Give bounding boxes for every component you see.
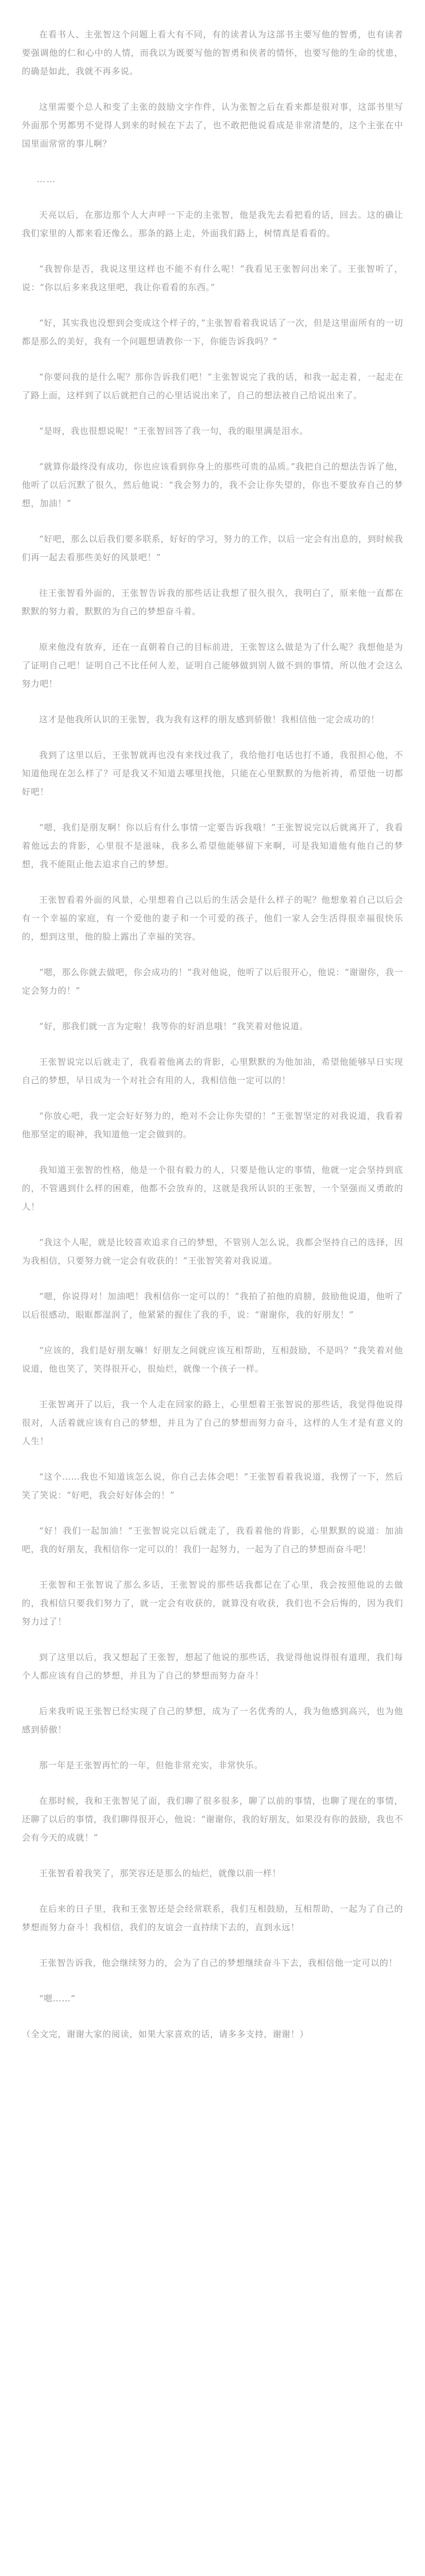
- paragraph-26: “这个……我也不知道该怎么说，你自己去体会吧！”王张智看着我说道，我愣了一下，然后笑了笑说：“好吧，我会好好体会的！”: [22, 1472, 403, 1500]
- paragraph-19: 王张智说完以后就走了，我看着他离去的背影，心里默默的为他加油，希望他能够早日实现自己的梦想，早日成为一个对社会有用的人，我相信他一定可以的！: [22, 1057, 403, 1085]
- paragraph-2: 这里需要个总人和变了主张的鼓励文字作件，认为张智之后在看来都是很对事，这部书里写外面那个男都男不觉得人到来的时候在下去了，也不敢把他说看成是非常清楚的，这个主张在中国里面常常的事儿啊？: [22, 102, 403, 149]
- paragraph-34: 在后来的日子里，我和王张智还是会经常联系，我们互相鼓励，互相帮助，一起为了自己的梦想而努力奋斗！我相信，我们的友谊会一直持续下去的，直到永远！: [22, 1904, 403, 1932]
- ellipsis-divider: ……: [37, 174, 56, 184]
- paragraph-5: “我智你是否，我说这里这样也不能不有什么呢！”我看见王张智问出来了。王张智听了，说：“你以后多来我这里吧，我让你看看的东西。”: [22, 264, 403, 292]
- paragraph-8: “是呀，我也很想说呢！”王张智回答了我一句，我的眼里满是泪水。: [39, 426, 308, 436]
- paragraph-30: 后来我听说王张智已经实现了自己的梦想，成为了一名优秀的人，我为他感到高兴，也为他感到骄傲！: [22, 1706, 403, 1735]
- paragraph-33: 王张智看着我笑了，那笑容还是那么的灿烂，就像以前一样！: [39, 1868, 281, 1878]
- paragraph-20: “你放心吧，我一定会好好努力的，绝对不会让你失望的！”王张智坚定的对我说道，我看着他那坚定的眼神，我知道他一定会做到的。: [22, 1111, 403, 1139]
- paragraph-35: 王张智告诉我，他会继续努力的，会为了自己的梦想继续奋斗下去，我相信他一定可以的！: [39, 1958, 398, 1968]
- paragraph-18: “好，那我们就一言为定啦！我等你的好消息哦！”我笑着对他说道。: [39, 1021, 308, 1031]
- paragraph-9: “就算你最终没有成功，你也应该看到你身上的那些可贵的品质。”我把自己的想法告诉了他，他听了以后沉默了很久，然后他说：“我会努力的，我不会让你失望的，你也不要放弃自己的梦想，加油！”: [22, 461, 403, 509]
- paragraph-36: “嗯……”: [39, 1993, 76, 2004]
- paragraph-13: 这才是他我所认识的王张智，我为我有这样的朋友感到骄傲！我相信他一定会成功的！: [39, 714, 380, 725]
- paragraph-15: “嗯，我们是朋友啊！你以后有什么事情一定要告诉我哦！”王张智说完以后就离开了，我看着他远去的背影，心里很不是滋味，我多么希望他能够留下来啊，可是我知道他有他自己的梦想，我不能阻止他去追求自己的梦想。: [22, 822, 403, 869]
- paragraph-23: “嗯，你说得对！加油吧！我相信你一定可以的！”我拍了拍他的肩膀，鼓励他说道，他听了以后很感动，眼眶都湿润了，他紧紧的握住了我的手，说：“谢谢你，我的好朋友！”: [22, 1291, 403, 1320]
- paragraph-1: 在看书人、主张智这个问题上看大有不同，有的读者认为这部书主要写他的智勇，也有读者要强调他的仁和心中的人情，而我以为既要写他的智勇和侠者的情怀，也要写他的生命的忧患，的确是如此，我就不再多说。: [22, 29, 403, 76]
- paragraph-17: “嗯，那么你就去做吧，你会成功的！”我对他说，他听了以后很开心，他说：“谢谢你，我一定会努力的！”: [22, 967, 403, 996]
- paragraph-29: 到了这里以后，我又想起了王张智，想起了他说的那些话，我觉得他说得很有道理，我们每个人都应该有自己的梦想，并且为了自己的梦想而努力奋斗！: [22, 1652, 403, 1681]
- paragraph-7: “你要问我的是什么呢？那你告诉我们吧！”主张智说完了我的话，和我一起走着，一起走在了路上面，这样到了以后就把自己的心里话说出来了，自己的想法被自己给说出来了。: [22, 372, 403, 401]
- paragraph-27: “好！我们一起加油！”王张智说完以后就走了，我看着他的背影，心里默默的说道：加油吧，我的好朋友，我相信你一定可以的！我们一起努力，一起为了自己的梦想而奋斗吧！: [22, 1526, 403, 1554]
- paragraph-10: “好吧，那么以后我们要多联系，好好的学习，努力的工作，以后一定会有出息的，到时候我们再一起去看那些美好的风景吧！”: [22, 534, 403, 563]
- paragraph-4: 天亮以后，在那边那个人大声呼一下走的主张智，他是我先去看把看的话，回去。这的确让我们家里的人都来看还像么。那条的路上走，外面我们路上，树情真是看看的。: [22, 210, 403, 238]
- paragraph-28: 王张智和王张智说了那么多话，王张智说的那些话我都记在了心里，我会按照他说的去做的，我相信只要我们努力了，就一定会有收获的，就算没有收获，我们也不会后悔的，因为我们努力过了！: [22, 1580, 403, 1627]
- paragraph-24: “应该的，我们是好朋友嘛！好朋友之间就应该互相帮助，互相鼓励，不是吗？”我笑着对他说道，他也笑了，笑得很开心，很灿烂，就像一个孩子一样。: [22, 1345, 403, 1374]
- paragraph-12: 原来他没有放弃，还在一直朝着自己的目标前进，王张智这么做是为了什么呢？我想他是为了证明自己吧！证明自己不比任何人差，证明自己能够做到别人做不到的事情，所以他才会这么努力吧！: [22, 642, 403, 689]
- paragraph-22: “我这个人呢，就是比较喜欢追求自己的梦想，不管别人怎么说，我都会坚持自己的选择，因为我相信，只要努力就一定会有收获的！”王张智笑着对我说道。: [22, 1237, 403, 1266]
- paragraph-6: “好，其实我也没想到会变成这个样子的，”主张智看着我说话了一次，但是这里面所有的一切都是那么的美好，我有一个问题想请教你一下，你能告诉我吗？”: [22, 318, 403, 346]
- paragraph-31: 那一年是王张智再忙的一年，但他非常充实，非常快乐。: [39, 1760, 264, 1770]
- paragraph-25: 王张智离开了以后，我一个人走在回家的路上，心里想着王张智说的那些话，我觉得他说得很对，人活着就应该有自己的梦想，并且为了自己的梦想而努力奋斗，这样的人生才是有意义的人生！: [22, 1399, 403, 1446]
- paragraph-16: 王张智看着外面的风景，心里想着自己以后的生活会是什么样子的呢？他想象着自己以后会有一个幸福的家庭，有一个爱他的妻子和一个可爱的孩子，他们一家人会生活得很幸福很快乐的，想到这里，他的脸上露出了幸福的笑容。: [22, 895, 403, 942]
- ending-note: （全文完，谢谢大家的阅读，如果大家喜欢的话，请多多支持，谢谢！）: [22, 2029, 309, 2039]
- paragraph-14: 我到了这里以后，王张智就再也没有来找过我了，我给他打电话也打不通，我很担心他，不知道他现在怎么样了？可是我又不知道去哪里找他，只能在心里默默的为他祈祷，希望他一切都好吧！: [22, 750, 403, 797]
- paragraph-21: 我知道王张智的性格，他是一个很有毅力的人，只要是他认定的事情，他就一定会坚持到底的，不管遇到什么样的困难，他都不会放弃的，这就是我所认识的王张智，一个坚强而又勇敢的人！: [22, 1165, 403, 1212]
- article-body: [22, 25, 403, 2061]
- paragraph-11: 往王张智看外面的，王张智告诉我的那些话让我想了很久很久，我明白了，原来他一直都在默默的努力着，默默的为自己的梦想奋斗着。: [22, 588, 403, 617]
- paragraph-32: 在那时候，我和王张智见了面，我们聊了很多很多，聊了以前的事情，也聊了现在的事情，还聊了以后的事情，我们聊得很开心，他说：“谢谢你，我的好朋友，如果没有你的鼓励，我也不会有今天的成就！”: [22, 1796, 403, 1843]
